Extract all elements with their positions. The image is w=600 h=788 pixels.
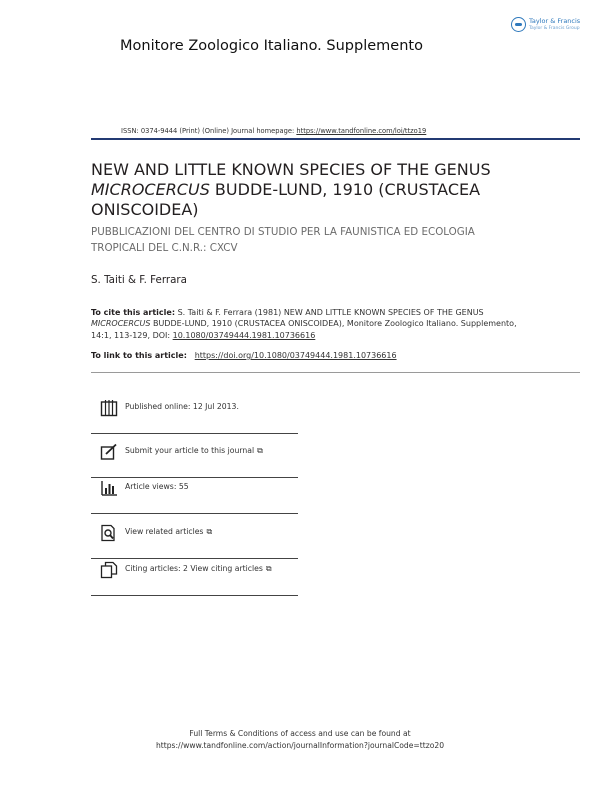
- external-link-icon: ⧉: [257, 446, 263, 455]
- citation-block: [91, 307, 531, 341]
- published-online-row: [91, 390, 298, 434]
- citation-text-2: BUDDE-LUND, 1910 (CRUSTACEA ONISCOIDEA), Monitore Zoologico Italiano. Supplemento, 14:1, 113-129, DOI:: [91, 319, 517, 340]
- publisher-logo[interactable]: [511, 16, 585, 38]
- citing-articles-link[interactable]: Citing articles: 2 View citing articles ⧉: [125, 564, 272, 573]
- title-part1: NEW AND LITTLE KNOWN SPECIES OF THE GENUS: [91, 160, 491, 179]
- citing-articles-row[interactable]: [91, 552, 298, 596]
- header-divider: [91, 138, 580, 140]
- external-link-icon: ⧉: [206, 527, 213, 536]
- journal-homepage-link[interactable]: https://www.tandfonline.com/loi/ttzo19: [296, 127, 427, 135]
- article-views-text: Article views: 55: [125, 482, 189, 491]
- publisher-name: Taylor & Francis: [529, 17, 581, 25]
- article-title: [91, 160, 541, 220]
- link-label: To link to this article:: [91, 351, 190, 360]
- search-document-icon: [100, 524, 118, 542]
- article-subtitle: PUBBLICAZIONI DEL CENTRO DI STUDIO PER LA FAUNISTICA ED ECOLOGIA TROPICALI DEL C.N.R.: CXCV: [91, 226, 475, 254]
- row-divider: [91, 513, 298, 514]
- row-divider: [91, 595, 298, 596]
- edit-icon: [100, 443, 118, 461]
- citation-label: To cite this article:: [91, 308, 176, 317]
- published-online-text: Published online: 12 Jul 2013.: [125, 402, 239, 411]
- bar-chart-icon: [100, 479, 118, 497]
- calendar-icon: [100, 399, 118, 417]
- article-views-row: [91, 470, 298, 514]
- related-articles-link[interactable]: View related articles ⧉: [125, 527, 213, 536]
- journal-title: Monitore Zoologico Italiano. Supplemento: [120, 38, 423, 54]
- footer-line-1: Full Terms & Conditions of access and use can be found at: [189, 729, 411, 738]
- article-authors: S. Taiti & F. Ferrara: [91, 274, 187, 286]
- citation-genus: MICROCERCUS: [91, 319, 151, 329]
- publisher-tagline: Taylor & Francis Group: [529, 26, 580, 31]
- footer-terms-url[interactable]: https://www.tandfonline.com/action/journalInformation?journalCode=ttzo20: [155, 740, 445, 750]
- external-link-icon: ⧉: [265, 564, 272, 573]
- doi-link[interactable]: 10.1080/03749444.1981.10736616: [172, 330, 316, 340]
- article-doi-url[interactable]: https://doi.org/10.1080/03749444.1981.10736616: [194, 351, 397, 360]
- issn-text: ISSN: 0374-9444 (Print) (Online) Journal homepage:: [121, 127, 297, 135]
- publisher-logo-icon: [511, 17, 526, 32]
- issn-line: [121, 127, 426, 135]
- title-genus: MICROCERCUS: [91, 180, 210, 199]
- submit-article-link[interactable]: Submit your article to this journal ⧉: [125, 446, 263, 455]
- citation-text-1: S. Taiti & F. Ferrara (1981) NEW AND LITTLE KNOWN SPECIES OF THE GENUS: [175, 308, 484, 317]
- footer-terms: [0, 728, 600, 751]
- title-part2: BUDDE-LUND, 1910 (CRUSTACEA ONISCOIDEA): [91, 180, 481, 219]
- content-divider: [91, 372, 580, 373]
- copy-citation-icon: [100, 561, 118, 579]
- article-link-line: [91, 351, 397, 360]
